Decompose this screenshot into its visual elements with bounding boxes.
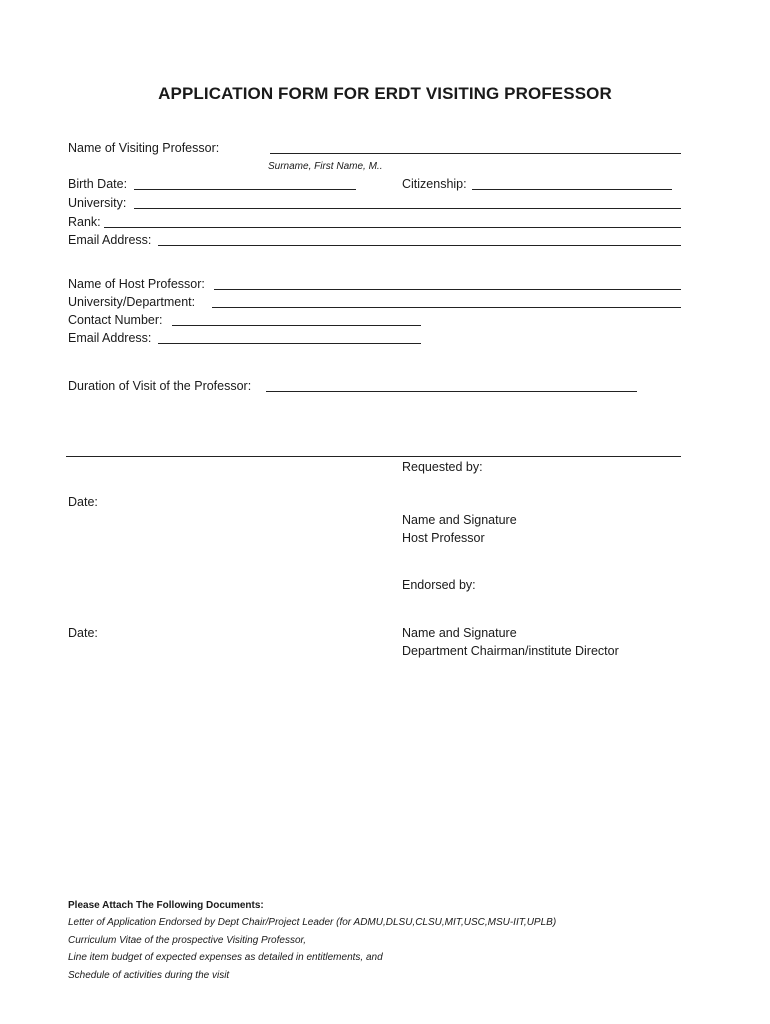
birth-date-field[interactable] xyxy=(134,189,356,190)
host-dept-field[interactable] xyxy=(212,307,681,308)
date-label-2: Date: xyxy=(68,626,98,640)
duration-label: Duration of Visit of the Professor: xyxy=(68,379,252,393)
visiting-email-field[interactable] xyxy=(158,245,681,246)
name-signature-label-2: Name and Signature xyxy=(402,626,517,640)
attachments-heading: Please Attach The Following Documents: xyxy=(68,900,264,911)
host-email-label: Email Address: xyxy=(68,331,152,345)
attachment-item: Schedule of activities during the visit xyxy=(68,970,230,981)
contact-number-field[interactable] xyxy=(172,325,421,326)
visiting-name-field[interactable] xyxy=(270,153,681,154)
visiting-email-label: Email Address: xyxy=(68,233,152,247)
host-name-label: Name of Host Professor: xyxy=(68,277,205,291)
university-label: University: xyxy=(68,196,127,210)
form-title: APPLICATION FORM FOR ERDT VISITING PROFESSOR xyxy=(158,84,612,103)
dept-chairman-label: Department Chairman/institute Director xyxy=(402,644,619,658)
date-label-1: Date: xyxy=(68,495,98,509)
attachment-item: Line item budget of expected expenses as detailed in entitlements, and xyxy=(68,952,383,963)
attachment-item: Curriculum Vitae of the prospective Visiting Professor, xyxy=(68,935,307,946)
attachment-item: Letter of Application Endorsed by Dept Chair/Project Leader (for ADMU,DLSU,CLSU,MIT,USC,MSU-IIT,UPLB) xyxy=(68,917,557,928)
host-email-field[interactable] xyxy=(158,343,421,344)
birth-date-label: Birth Date: xyxy=(68,177,128,191)
citizenship-label: Citizenship: xyxy=(402,177,467,191)
host-dept-label: University/Department: xyxy=(68,295,196,309)
contact-number-label: Contact Number: xyxy=(68,313,163,327)
rank-field[interactable] xyxy=(104,227,681,228)
host-professor-label: Host Professor xyxy=(402,531,485,545)
host-name-field[interactable] xyxy=(214,289,681,290)
name-signature-label-1: Name and Signature xyxy=(402,513,517,527)
rank-label: Rank: xyxy=(68,215,101,229)
requested-by-label: Requested by: xyxy=(402,460,483,474)
university-field[interactable] xyxy=(134,208,681,209)
endorsed-by-label: Endorsed by: xyxy=(402,578,476,592)
visiting-name-label: Name of Visiting Professor: xyxy=(68,141,220,155)
section-divider xyxy=(66,456,681,457)
visiting-name-hint: Surname, First Name, M.. xyxy=(268,161,383,172)
citizenship-field[interactable] xyxy=(472,189,672,190)
duration-field[interactable] xyxy=(266,391,637,392)
